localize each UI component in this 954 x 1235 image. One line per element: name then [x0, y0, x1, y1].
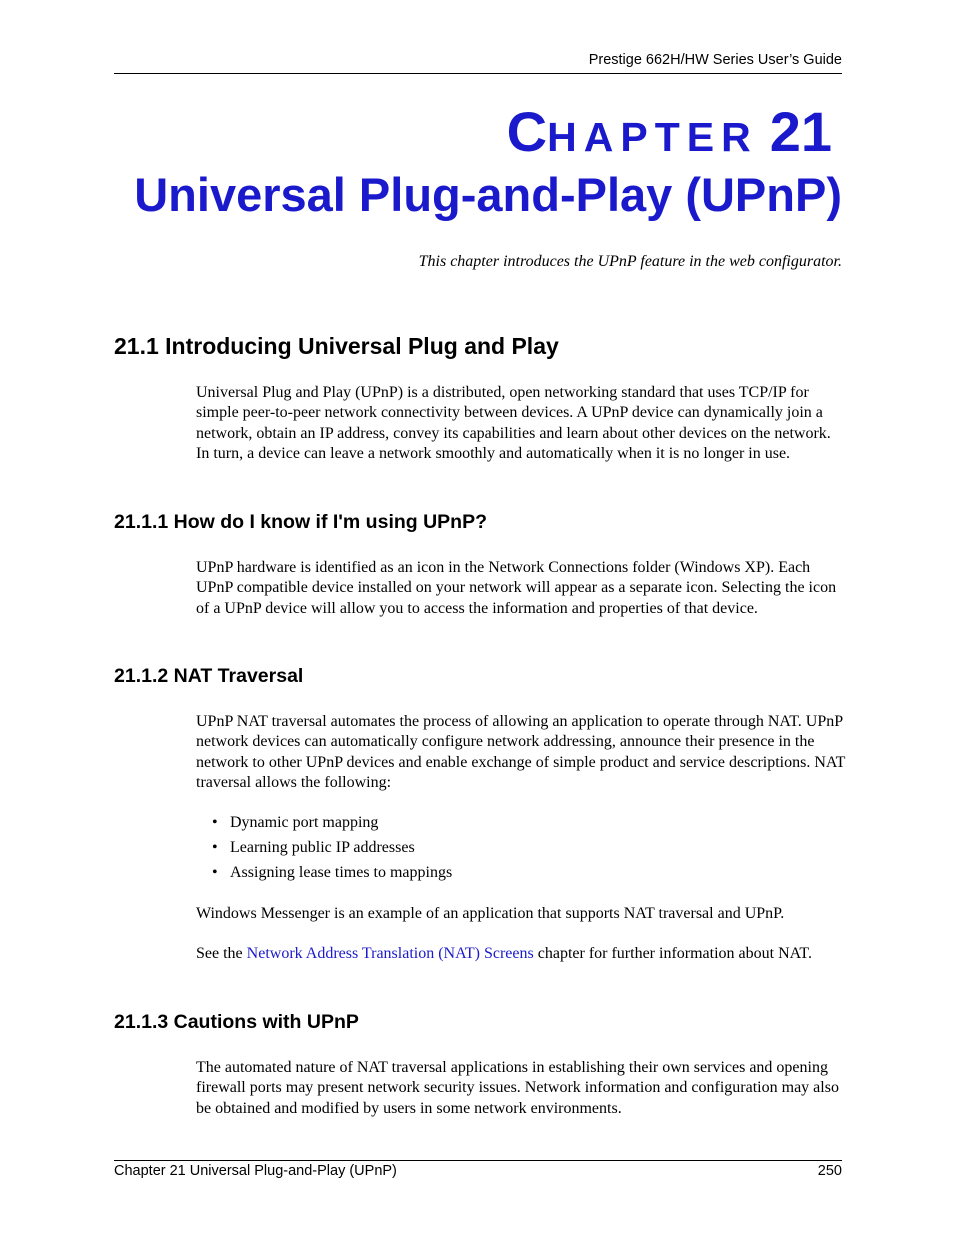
list-item: • Learning public IP addresses: [212, 838, 812, 863]
section-heading-21-1-2: 21.1.2 NAT Traversal: [114, 665, 304, 687]
page-number: 250: [817, 1163, 842, 1179]
section-heading-21-1-3: 21.1.3 Cautions with UPnP: [114, 1011, 359, 1033]
section-body-21-1-2: UPnP NAT traversal automates the process of allowing an application to operate through NAT. UPnP network devices can automatically configure network addressing, announce their presence in the network to other UPnP devices and enable exchange of simple product and service descriptions. NAT traversal allows the following:: [196, 713, 846, 791]
see-also-suffix: chapter for further information about NAT.: [533, 945, 813, 962]
footer: [114, 1162, 842, 1180]
section-body-21-1: Universal Plug and Play (UPnP) is a distributed, open networking standard that uses TCP/IP for simple peer-to-peer network connectivity between devices. A UPnP device can dynamically join a network, obtain an IP address, convey its capabilities and learn about other devices on the network. In turn, a device can leave a network smoothly and automatically when it is no longer in use.: [196, 384, 831, 462]
messenger-paragraph: Windows Messenger is an example of an application that supports NAT traversal and UPnP.: [196, 905, 785, 922]
chapter-label-initial: C: [506, 100, 548, 163]
footer-rule: [114, 1160, 842, 1161]
chapter-intro: This chapter introduces the UPnP feature in the web configurator.: [418, 253, 842, 270]
section-heading-21-1: 21.1 Introducing Universal Plug and Play: [114, 333, 559, 359]
list-item: • Assigning lease times to mappings: [212, 863, 812, 888]
chapter-number: 21: [769, 100, 832, 163]
nat-features-list: [212, 813, 812, 888]
chapter-label-rest: HAPTER: [547, 114, 758, 160]
header-rule: [114, 73, 842, 74]
see-also-paragraph: [196, 944, 846, 964]
section-body-21-1-1: UPnP hardware is identified as an icon in the Network Connections folder (Windows XP). Each UPnP compatible device installed on your network will appear as a separate icon. Selecting the icon of a UPnP device will allow you to access the information and properties of that device.: [196, 559, 837, 617]
footer-chapter-text: Chapter 21 Universal Plug-and-Play (UPnP): [114, 1163, 397, 1179]
running-header: Prestige 662H/HW Series User’s Guide: [588, 52, 842, 68]
list-item: • Dynamic port mapping: [212, 813, 812, 838]
section-heading-21-1-1: 21.1.1 How do I know if I'm using UPnP?: [114, 511, 488, 533]
see-also-prefix: See the: [196, 945, 247, 962]
chapter-title: Universal Plug-and-Play (UPnP): [134, 168, 842, 221]
nat-screens-link[interactable]: Network Address Translation (NAT) Screens: [246, 945, 534, 962]
section-body-21-1-3: The automated nature of NAT traversal applications in establishing their own services and opening firewall ports may present network security issues. Network information and configuration may also be obtained and modified by users in some network environments.: [196, 1059, 839, 1117]
